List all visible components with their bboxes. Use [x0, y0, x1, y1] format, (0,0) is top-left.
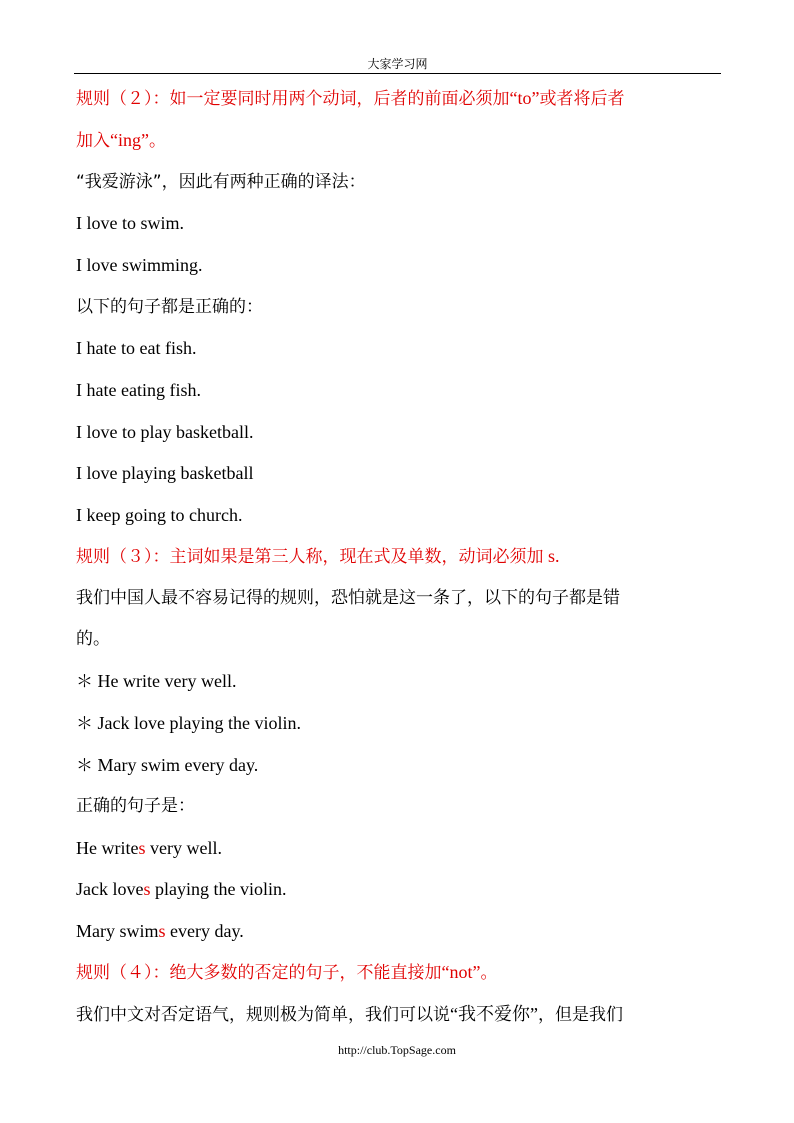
- highlighted-suffix: s: [143, 879, 151, 899]
- example-sentence: I hate to eat fish.: [76, 338, 197, 358]
- example-sentence: I keep going to church.: [76, 505, 243, 525]
- asterisk-icon: ＊: [76, 714, 93, 734]
- highlighted-suffix: s: [138, 838, 146, 858]
- paragraph-rule-3-line-2: 的。: [76, 629, 110, 649]
- paragraph-translation-intro: “我爱游泳”，因此有两种正确的译法：: [76, 172, 366, 192]
- page-footer-url[interactable]: http://club.TopSage.com: [338, 1043, 456, 1057]
- asterisk-icon: ＊: [76, 672, 93, 692]
- example-sentence: I hate eating fish.: [76, 380, 201, 400]
- correct-sentence: He writes very well.: [76, 838, 222, 858]
- paragraph-correct-sentences: 正确的句子是：: [76, 796, 195, 816]
- incorrect-sentence: ＊ Jack love playing the violin.: [76, 713, 301, 734]
- header-rule: [74, 73, 721, 74]
- example-sentence: I love playing basketball: [76, 463, 254, 483]
- example-sentence: I love to play basketball.: [76, 422, 254, 442]
- incorrect-sentence: ＊ Mary swim every day.: [76, 755, 259, 776]
- paragraph-negation: 我们中文对否定语气，规则极为简单，我们可以说“我不爱你”，但是我们: [76, 1004, 623, 1025]
- highlighted-suffix: s: [158, 921, 166, 941]
- correct-sentence: Mary swims every day.: [76, 921, 244, 941]
- asterisk-icon: ＊: [76, 756, 93, 776]
- paragraph-rule-3-line-1: 我们中国人最不容易记得的规则，恐怕就是这一条了，以下的句子都是错: [76, 588, 620, 608]
- rule-2-line-1: 规则（２）：如一定要同时用两个动词，后者的前面必须加“to”或者将后者: [76, 88, 625, 109]
- correct-sentence: Jack loves playing the violin.: [76, 879, 287, 899]
- page-header: 大家学习网: [367, 57, 428, 71]
- example-sentence: I love to swim.: [76, 213, 184, 233]
- rule-3-heading: 规则（３）：主词如果是第三人称，现在式及单数，动词必须加 s.: [76, 546, 560, 567]
- rule-2-line-2: 加入“ing”。: [76, 130, 166, 151]
- example-sentence: I love swimming.: [76, 255, 203, 275]
- incorrect-sentence: ＊ He write very well.: [76, 671, 237, 692]
- rule-4-heading: 规则（４）：绝大多数的否定的句子，不能直接加“not”。: [76, 962, 498, 983]
- paragraph-correct-intro: 以下的句子都是正确的：: [76, 297, 263, 317]
